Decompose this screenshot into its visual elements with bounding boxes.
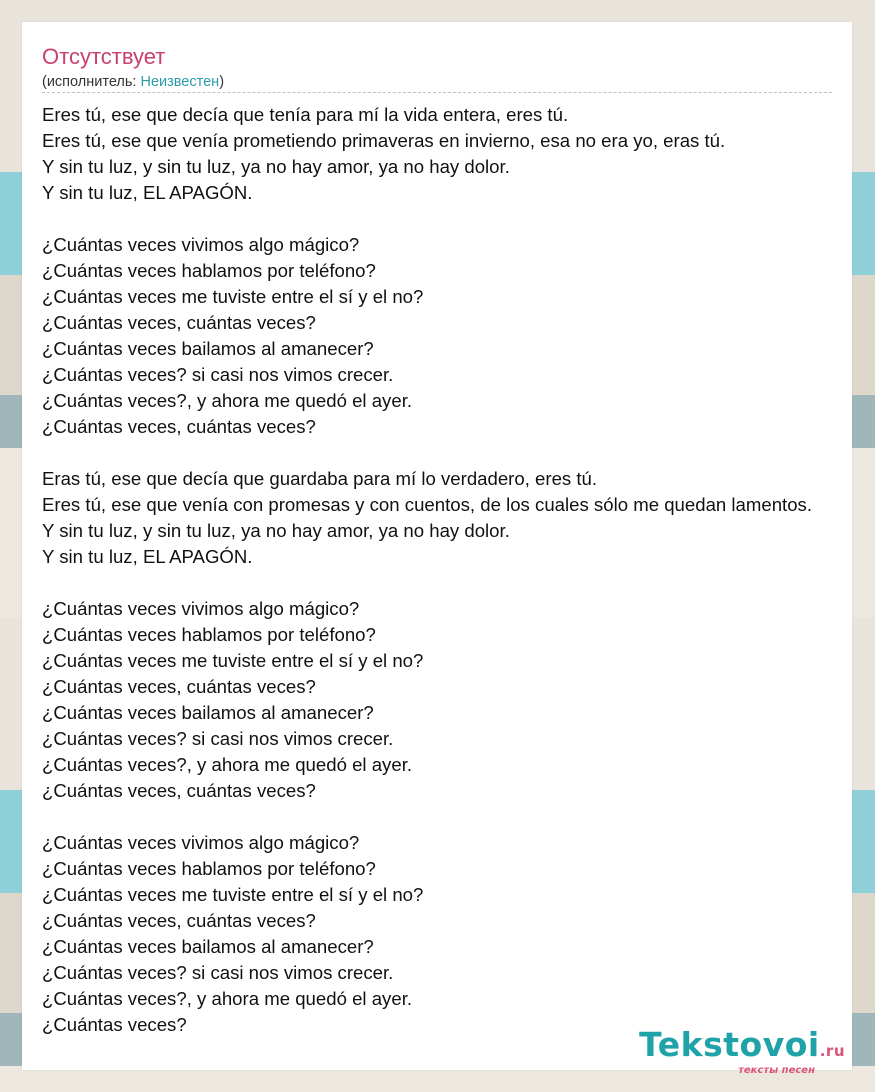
- lyric-line: ¿Cuántas veces, cuántas veces?: [42, 780, 316, 801]
- lyrics-text: [42, 102, 875, 1038]
- stanza-break: [42, 570, 875, 596]
- lyrics-card: [22, 22, 852, 1070]
- logo-tld: .ru: [819, 1042, 845, 1060]
- logo-wordmark: [639, 1027, 845, 1069]
- lyric-line: ¿Cuántas veces, cuántas veces?: [42, 312, 316, 333]
- lyric-line: ¿Cuántas veces bailamos al amanecer?: [42, 338, 374, 359]
- lyric-line: Eres tú, ese que venía prometiendo primaveras en invierno, esa no era yo, eras tú.: [42, 130, 726, 151]
- lyric-line: ¿Cuántas veces vivimos algo mágico?: [42, 234, 360, 255]
- logo-tagline: тексты песен: [738, 1065, 815, 1076]
- logo-name: Tekstovoi: [639, 1025, 820, 1064]
- lyric-line: Eres tú, ese que venía con promesas y con cuentos, de los cuales sólo me quedan lamentos.: [42, 494, 813, 515]
- lyric-line: Y sin tu luz, EL APAGÓN.: [42, 546, 253, 567]
- lyric-line: ¿Cuántas veces? si casi nos vimos crecer.: [42, 364, 394, 385]
- stanza-break: [42, 440, 875, 466]
- site-logo[interactable]: [639, 1027, 845, 1076]
- lyric-line: ¿Cuántas veces me tuviste entre el sí y el no?: [42, 286, 424, 307]
- lyric-line: ¿Cuántas veces?, y ahora me quedó el ayer.: [42, 754, 413, 775]
- lyric-line: ¿Cuántas veces? si casi nos vimos crecer.: [42, 728, 394, 749]
- artist-prefix: (исполнитель:: [42, 74, 141, 90]
- lyric-line: ¿Cuántas veces bailamos al amanecer?: [42, 936, 374, 957]
- lyric-line: ¿Cuántas veces?, y ahora me quedó el ayer.: [42, 390, 413, 411]
- lyric-line: ¿Cuántas veces, cuántas veces?: [42, 676, 316, 697]
- lyric-line: ¿Cuántas veces? si casi nos vimos crecer.: [42, 962, 394, 983]
- lyric-line: ¿Cuántas veces hablamos por teléfono?: [42, 858, 376, 879]
- lyric-line: Eras tú, ese que decía que guardaba para mí lo verdadero, eres tú.: [42, 468, 598, 489]
- lyric-line: ¿Cuántas veces hablamos por teléfono?: [42, 260, 376, 281]
- song-title: Отсутствует: [42, 44, 166, 69]
- stanza-break: [42, 206, 875, 232]
- lyric-line: Eres tú, ese que decía que tenía para mí la vida entera, eres tú.: [42, 104, 569, 125]
- artist-suffix: ): [219, 74, 225, 90]
- lyric-line: ¿Cuántas veces vivimos algo mágico?: [42, 598, 360, 619]
- lyric-line: ¿Cuántas veces hablamos por teléfono?: [42, 624, 376, 645]
- lyric-line: ¿Cuántas veces?, y ahora me quedó el ayer.: [42, 988, 413, 1009]
- lyric-line: Y sin tu luz, EL APAGÓN.: [42, 182, 253, 203]
- lyric-line: ¿Cuántas veces bailamos al amanecer?: [42, 702, 374, 723]
- artist-line: [42, 73, 832, 93]
- lyric-line: ¿Cuántas veces me tuviste entre el sí y el no?: [42, 884, 424, 905]
- lyric-line: ¿Cuántas veces me tuviste entre el sí y el no?: [42, 650, 424, 671]
- lyric-line: ¿Cuántas veces, cuántas veces?: [42, 910, 316, 931]
- stanza-break: [42, 804, 875, 830]
- lyric-line: ¿Cuántas veces?: [42, 1014, 187, 1035]
- lyric-line: ¿Cuántas veces, cuántas veces?: [42, 416, 316, 437]
- artist-link[interactable]: Неизвестен: [140, 74, 220, 90]
- lyric-line: ¿Cuántas veces vivimos algo mágico?: [42, 832, 360, 853]
- lyric-line: Y sin tu luz, y sin tu luz, ya no hay amor, ya no hay dolor.: [42, 520, 510, 541]
- lyric-line: Y sin tu luz, y sin tu luz, ya no hay amor, ya no hay dolor.: [42, 156, 510, 177]
